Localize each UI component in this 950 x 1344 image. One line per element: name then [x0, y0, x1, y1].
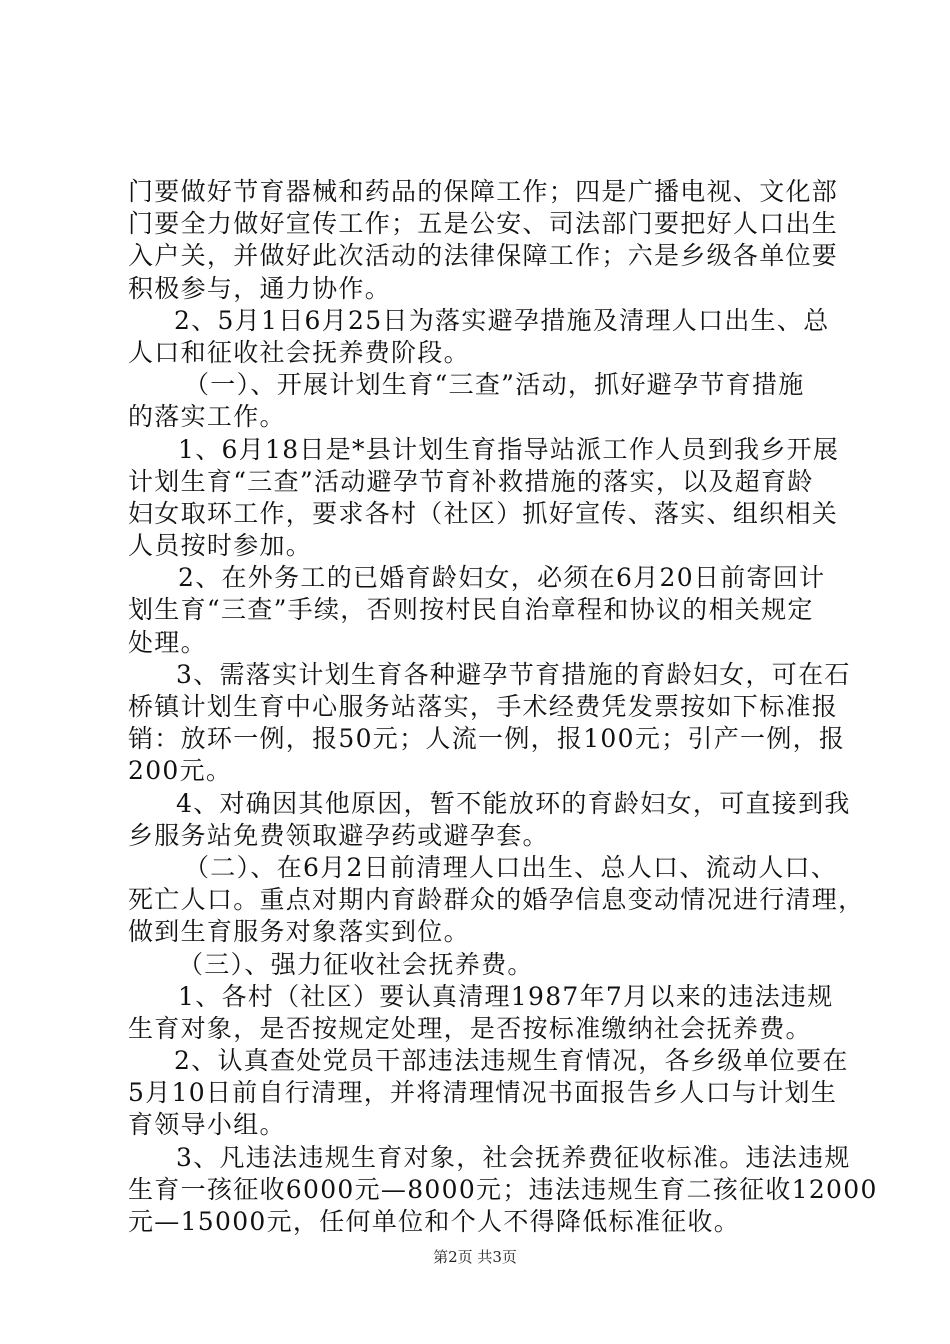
body-text-line: 生育对象，是否按规定处理，是否按标准缴纳社会抚养费。 — [128, 1013, 812, 1043]
page-footer: 第2页 共3页 — [433, 1248, 517, 1266]
body-text-line: 妇女取环工作，要求各村（社区）抓好宣传、落实、组织相关 — [128, 498, 839, 528]
body-text-line: 桥镇计划生育中心服务站落实，手术经费凭发票按如下标准报 — [128, 692, 839, 721]
body-text-line: 5月10日前自行清理，并将清理情况书面报告乡人口与计划生 — [128, 1078, 838, 1108]
body-text-line: 处理。 — [128, 627, 207, 657]
body-text-line: 4、对确因其他原因，暂不能放环的育龄妇女，可直接到我 — [176, 788, 851, 818]
body-text-line: 元—15000元，任何单位和个人不得降低标准征收。 — [128, 1207, 741, 1236]
body-text-line: 销：放环一例，报50元；人流一例，报100元；引产一例，报 — [128, 724, 846, 754]
body-text-line: 2、5月1日6月25日为落实避孕措施及清理人口出生、总 — [174, 305, 830, 335]
body-text-line: 死亡人口。重点对期内育龄群众的婚孕信息变动情况进行清理， — [128, 885, 865, 915]
body-text-line: 2、认真查处党员干部违法违规生育情况，各乡级单位要在 — [174, 1046, 849, 1076]
body-text-line: 人口和征收社会抚养费阶段。 — [128, 337, 470, 367]
body-text-line: 人员按时参加。 — [128, 531, 313, 561]
body-text-line: 3、需落实计划生育各种避孕节育措施的育龄妇女，可在石 — [176, 659, 851, 689]
body-text-line: 1、6月18日是*县计划生育指导站派工作人员到我乡开展 — [178, 434, 840, 464]
body-text-line: （一）、开展计划生育“三查”活动，抓好避孕节育措施 — [184, 370, 805, 400]
body-text-line: 门要做好节育器械和药品的保障工作；四是广播电视、文化部 — [128, 177, 839, 206]
body-text-line: 划生育“三查”手续，否则按村民自治章程和协议的相关规定 — [128, 595, 814, 625]
body-text-line: （二）、在6月2日前清理人口出生、总人口、流动人口、 — [184, 852, 838, 882]
body-text-line: 生育一孩征收6000元—8000元；违法违规生育二孩征收12000 — [128, 1174, 878, 1204]
body-text-line: 3、凡违法违规生育对象，社会抚养费征收标准。违法违规 — [176, 1142, 851, 1172]
body-text-line: 门要全力做好宣传工作；五是公安、司法部门要把好人口出生 — [128, 209, 839, 239]
body-text-line: 入户关，并做好此次活动的法律保障工作；六是乡级各单位要 — [128, 241, 839, 271]
body-text-line: 育领导小组。 — [128, 1110, 286, 1140]
body-text-line: 计划生育“三查”活动避孕节育补救措施的落实，以及超育龄 — [128, 466, 814, 496]
body-text-line: 积极参与，通力协作。 — [128, 273, 392, 303]
body-text-line: 的落实工作。 — [128, 402, 286, 432]
body-text-line: 2、在外务工的已婚育龄妇女，必须在6月20日前寄回计 — [178, 563, 826, 593]
body-text-line: 1、各村（社区）要认真清理1987年7月以来的违法违规 — [178, 981, 834, 1011]
body-text-line: 200元。 — [128, 756, 233, 786]
body-text-line: 做到生育服务对象落实到位。 — [128, 917, 470, 947]
document-body — [128, 176, 878, 1238]
body-text-line: （三）、强力征收社会抚养费。 — [178, 949, 534, 979]
body-text-line: 乡服务站免费领取避孕药或避孕套。 — [128, 820, 549, 850]
